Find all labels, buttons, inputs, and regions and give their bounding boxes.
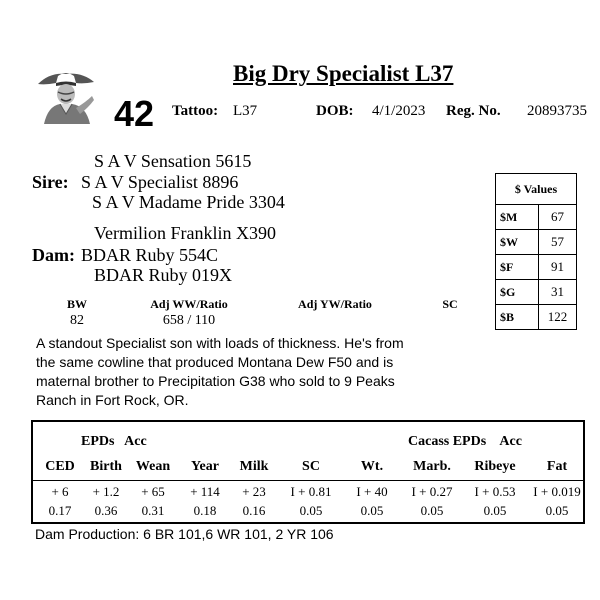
dollar-value: 122	[539, 305, 577, 330]
epd-value: + 1.2	[92, 484, 120, 499]
epd-value: + 23	[242, 484, 266, 499]
dob-value: 4/1/2023	[372, 103, 426, 119]
dam-label: Dam:	[32, 245, 75, 265]
sire-name: S A V Specialist 8896	[81, 172, 239, 192]
bw-label: BW	[66, 297, 87, 311]
dollar-value: 31	[539, 280, 577, 305]
sire-dam: S A V Madame Pride 3304	[92, 192, 285, 212]
epd-value: I + 0.019	[533, 484, 581, 499]
cowboy-portrait-logo	[30, 62, 102, 124]
epd-accuracy: 0.17	[48, 503, 72, 518]
epd-group-label: EPDs Acc	[81, 434, 147, 449]
dam-production: Dam Production: 6 BR 101,6 WR 101, 2 YR 106	[35, 526, 334, 542]
bw-value: 82	[70, 313, 84, 328]
sire-label: Sire:	[32, 172, 69, 192]
epd-column-header: Fat	[546, 459, 568, 474]
reg-no-label: Reg. No.	[446, 103, 501, 119]
tattoo-value: L37	[233, 103, 258, 119]
epd-accuracy: 0.05	[299, 503, 323, 518]
epd-value: I + 0.53	[474, 484, 516, 499]
epd-accuracy: 0.31	[141, 503, 165, 518]
epd-accuracy: 0.05	[360, 503, 384, 518]
epd-value: I + 0.27	[411, 484, 453, 499]
epd-accuracy: 0.05	[545, 503, 569, 518]
epd-column-header: SC	[302, 459, 320, 474]
adj-yw-label: Adj YW/Ratio	[298, 297, 372, 311]
sc-label: SC	[442, 297, 458, 311]
dam-dam: BDAR Ruby 019X	[94, 265, 233, 285]
dollar-values-table	[495, 173, 577, 330]
dam-name: BDAR Ruby 554C	[81, 245, 219, 265]
epd-column-header: Birth	[90, 459, 122, 474]
epd-column-header: Wean	[135, 459, 171, 474]
dollar-value-label: $G	[496, 280, 539, 305]
epd-value: I + 40	[356, 484, 388, 499]
epd-column-header: Milk	[239, 459, 269, 474]
epd-value: + 6	[51, 484, 69, 499]
dollar-value: 91	[539, 255, 577, 280]
dollar-value: 67	[539, 205, 577, 230]
reg-no-value: 20893735	[527, 103, 587, 119]
epd-divider	[33, 480, 583, 481]
description-text: A standout Specialist son with loads of thickness. He's from the same cowline that produced Montana Dew F50 and is maternal brother to Precipitation G38 who sold to 9 Peaks Ranch in Fort Rock, OR.	[36, 335, 404, 408]
dollar-value-label: $F	[496, 255, 539, 280]
adj-ww-label: Adj WW/Ratio	[150, 297, 228, 311]
epd-column-header: Ribeye	[474, 459, 516, 474]
epd-accuracy: 0.16	[242, 503, 266, 518]
epd-accuracy: 0.18	[193, 503, 217, 518]
epd-column-header: Year	[191, 459, 219, 474]
dollar-value-label: $W	[496, 230, 539, 255]
dam-sire: Vermilion Franklin X390	[94, 223, 276, 243]
epd-value: + 65	[141, 484, 165, 499]
epd-value: I + 0.81	[290, 484, 332, 499]
epd-column-header: CED	[45, 459, 75, 474]
sire-sire: S A V Sensation 5615	[94, 151, 252, 171]
adj-ww-value: 658 / 110	[162, 313, 216, 328]
dollar-value: 57	[539, 230, 577, 255]
carcass-epd-group-label: Cacass EPDs Acc	[408, 434, 522, 449]
dollar-value-label: $M	[496, 205, 539, 230]
animal-name-title: Big Dry Specialist L37	[233, 61, 454, 86]
dollar-values-header: $ Values	[496, 174, 577, 205]
epd-accuracy: 0.05	[483, 503, 507, 518]
tattoo-label: Tattoo:	[172, 103, 219, 119]
epd-accuracy: 0.36	[94, 503, 118, 518]
epd-column-header: Wt.	[360, 459, 384, 474]
dollar-value-label: $B	[496, 305, 539, 330]
epd-column-header: Marb.	[413, 459, 451, 474]
epd-accuracy: 0.05	[420, 503, 444, 518]
dob-label: DOB:	[316, 103, 354, 119]
lot-number: 42	[114, 93, 155, 134]
epd-value: + 114	[190, 484, 220, 499]
